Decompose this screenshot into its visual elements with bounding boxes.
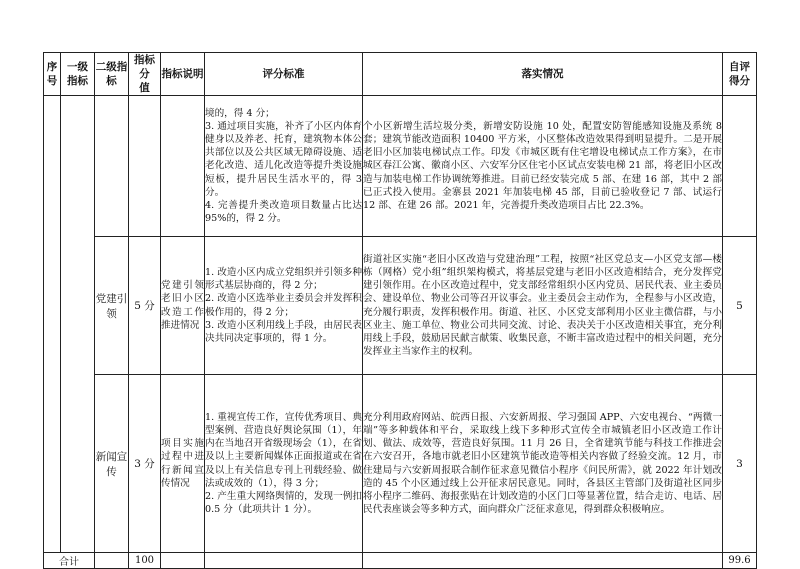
desc-cell: 项目实施过程中进行新闻宣传情况: [161, 375, 205, 553]
score-cell: 3 分: [129, 375, 161, 553]
self-score-cell: 3: [723, 375, 757, 553]
status-cell: 个小区新增生活垃圾分类，新增安防设施 10 处，配置安防智能感知设施及系统 8 套；建筑节能改造面积 10400 平方米，小区整体改造效果得到明显提升。二是开展老旧小区加装电梯试点工作。印发《市城区既有住宅增设电梯试点工作方案》，在市城区春江公寓、徽商小区、六安军分区住宅小区试点安装电梯 21 部，将老旧小区改造与加装电梯工作协调统筹推进。目前已经安装完成 5 部、在建 16 部，其中 2 部已正式投入使用。金寨县 2021 年加装电梯 45 部，目前已验收登记 7 部、试运行 12 部、在建 26 部。2021 年，完善提升类改造项目占比 22.3%。: [363, 96, 723, 237]
total-self-score: 99.6: [723, 553, 757, 569]
criteria-cell: 境的，得 4 分； 3. 通过项目实施，补齐了小区内体育健身以及养老、托育，建筑物本体公共部位以及公共区域无障碍设施、适老化改造、适儿化改造等提升类设施短板，提升居民生活水平的，得 3 分。 4. 完善提升类改造项目数量占比达 95%的，得 2 分。: [205, 96, 363, 237]
criteria-cell: 1. 重视宣传工作，宣传优秀项目、典型案例、营造良好舆论氛围（1），年内在当地召开省级现场会（1），在省及以上主要新闻媒体正面报道或在省及以上有关信息专刊上刊载经验、做法或成效的（1），得 3 分； 2. 产生重大网络舆情的，发现一例扣 0.5 分（此项共计 1 分）。: [205, 375, 363, 553]
table-row: [44, 237, 757, 375]
total-score: 100: [129, 553, 161, 569]
header-self-eval: 自评 得分: [723, 53, 757, 96]
status-cell: 街道社区实施“老旧小区改造与党建治理”工程，按照“社区党总支—小区党支部—楼栋（网格）党小组”组织架构模式，将基层党建与老旧小区改造相结合，充分发挥党建引领作用。在小区改造过程中，党支部经常组织小区内党员、居民代表、业主委员会、建设单位、物业公司等召开议事会。业主委员会主动作为，全程参与小区改造，充分履行职责，发挥积极作用。街道、社区、小区党支部利用小区业主微信群，与小区业主、施工单位、物业公司共同交流、讨论、表决关于小区改造相关事宜，充分利用线上手段，鼓励居民献言献策、收集民意，不断丰富改造过程中的相关问题，充分发挥业主当家作主的权利。: [363, 237, 723, 375]
header-status: 落实情况: [363, 53, 723, 96]
header-row: [44, 53, 757, 96]
total-row: [44, 553, 757, 569]
level2-cell: 党建引领: [95, 237, 129, 375]
total-label: 合计: [44, 553, 95, 569]
desc-cell: 党建引领老旧小区改造工作推进情况: [161, 237, 205, 375]
header-level1: 一级 指标: [61, 53, 95, 96]
level2-cell: 新闻宣传: [95, 375, 129, 553]
header-criteria: 评分标准: [205, 53, 363, 96]
table-row: [44, 96, 757, 237]
score-cell: 5 分: [129, 237, 161, 375]
header-score: 指标分 值: [129, 53, 161, 96]
level1-cell: [61, 96, 95, 553]
evaluation-table: [43, 52, 757, 569]
header-desc: 指标说明: [161, 53, 205, 96]
self-score-cell: 5: [723, 237, 757, 375]
table-row: [44, 375, 757, 553]
status-cell: 充分利用政府网站、皖西日报、六安新周报、学习强国 APP、六安电视台、“两微一端”等多种载体和平台，采取线上线下多种形式宣传全市城镇老旧小区改造工作计划、做法、成效等，营造良好氛围。11 月 26 日，全省建筑节能与科技工作推进会在六安召开，各地市就老旧小区建筑节能改造等相关内容做了经验交流。12 月，市住建局与六安新周报联合制作征求意见微信小程序《问民所需》，就 2022 年计划改造的 45 个小区通过线上公开征求居民意见。同时，各县区主管部门及街道社区同步将小程序二维码、海报张贴在计划改造的小区门口等显著位置，结合走访、电话、居民代表座谈会等多种方式，面向群众广泛征求意见，得到群众积极响应。: [363, 375, 723, 553]
header-seq: 序 号: [44, 53, 61, 96]
header-level2: 二级指 标: [95, 53, 129, 96]
criteria-cell: 1. 改造小区内成立党组织并引领多种形式基层协商的，得 2 分； 2. 改造小区选举业主委员会并发挥积极作用的，得 2 分； 3. 改造小区利用线上手段，由居民表决共同决定事项的，得 1 分。: [205, 237, 363, 375]
seq-cell: [44, 96, 61, 553]
